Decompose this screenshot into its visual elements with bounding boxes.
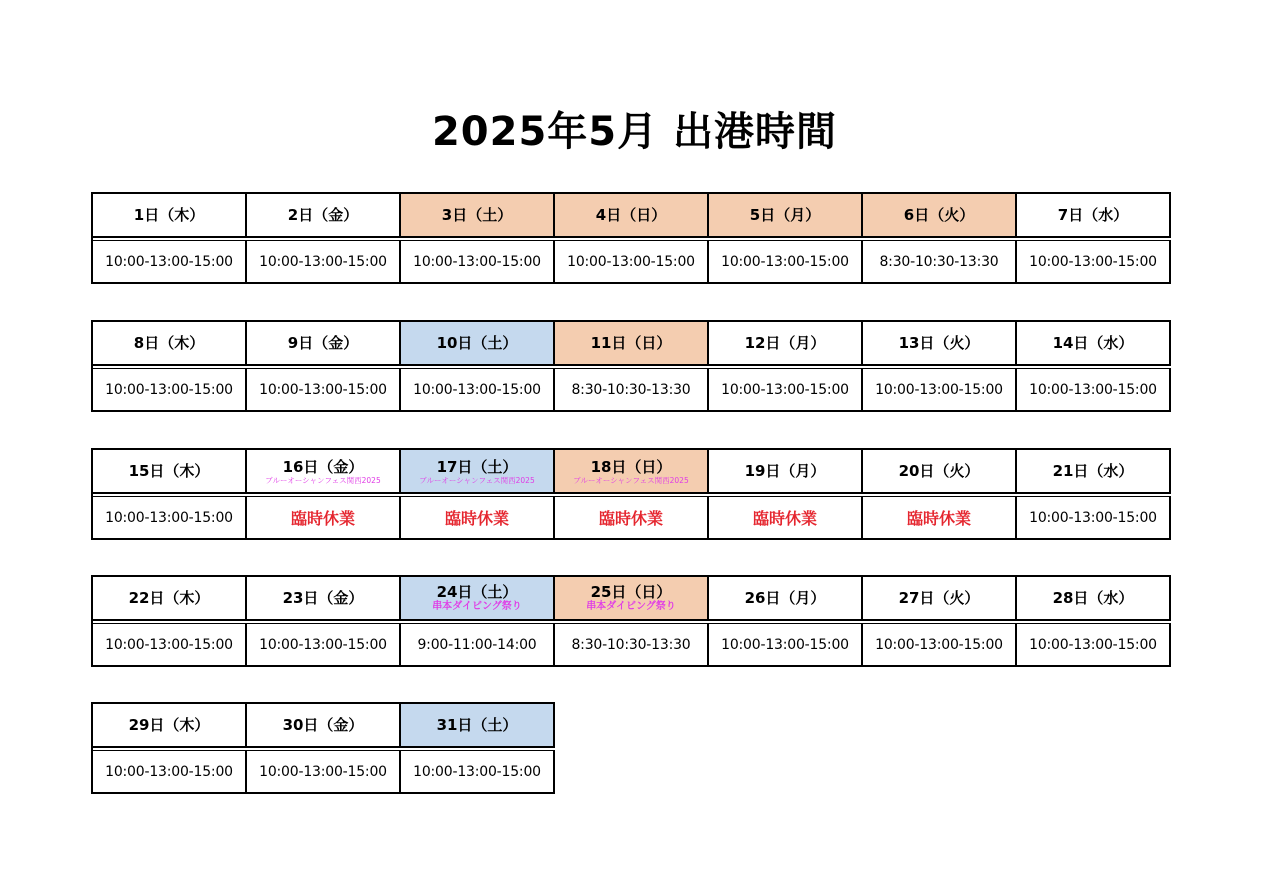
day-label: 28日（水） — [1052, 589, 1134, 607]
day-header — [401, 450, 555, 494]
departure-times-cell — [1017, 623, 1171, 667]
day-header — [555, 322, 709, 366]
departure-times-cell — [863, 623, 1017, 667]
day-header — [247, 577, 401, 621]
departure-times: 10:00-13:00-15:00 — [105, 763, 233, 780]
day-label: 8日（木） — [133, 334, 205, 352]
departure-times: 10:00-13:00-15:00 — [413, 253, 541, 270]
departure-times-cell — [247, 623, 401, 667]
day-label: 13日（火） — [898, 334, 980, 352]
day-label: 17日（土） — [436, 457, 518, 476]
departure-times: 10:00-13:00-15:00 — [1029, 381, 1157, 398]
departure-times: 10:00-13:00-15:00 — [259, 636, 387, 653]
departure-times: 10:00-13:00-15:00 — [259, 253, 387, 270]
event-note: ブルーオーシャンフェス関西2025 — [419, 475, 535, 485]
day-label: 23日（金） — [282, 589, 364, 607]
departure-times-cell — [555, 623, 709, 667]
day-header — [93, 194, 247, 238]
departure-times: 10:00-13:00-15:00 — [721, 253, 849, 270]
departure-times: 10:00-13:00-15:00 — [413, 763, 541, 780]
departure-times: 10:00-13:00-15:00 — [567, 253, 695, 270]
day-label: 6日（火） — [903, 206, 975, 224]
day-label: 2日（金） — [287, 206, 359, 224]
departure-times-cell — [401, 240, 555, 284]
departure-times: 10:00-13:00-15:00 — [105, 509, 233, 526]
day-header — [863, 194, 1017, 238]
day-header — [863, 577, 1017, 621]
week-row — [91, 320, 1171, 412]
day-header — [863, 322, 1017, 366]
departure-times-cell — [93, 240, 247, 284]
day-label: 3日（土） — [441, 206, 513, 224]
day-header — [709, 322, 863, 366]
day-header — [93, 704, 247, 748]
departure-times-cell — [93, 496, 247, 540]
day-label: 14日（水） — [1052, 334, 1134, 352]
day-header — [93, 322, 247, 366]
day-label: 25日（日） — [590, 583, 672, 601]
departure-times: 8:30-10:30-13:30 — [571, 636, 691, 653]
week-row — [91, 448, 1171, 540]
departure-times: 10:00-13:00-15:00 — [1029, 636, 1157, 653]
day-header — [93, 577, 247, 621]
day-label: 9日（金） — [287, 334, 359, 352]
departure-times: 10:00-13:00-15:00 — [259, 381, 387, 398]
departure-times-cell — [93, 623, 247, 667]
departure-times: 10:00-13:00-15:00 — [105, 253, 233, 270]
day-label: 20日（火） — [898, 462, 980, 480]
day-header — [401, 577, 555, 621]
day-header — [555, 194, 709, 238]
departure-times-cell — [93, 368, 247, 412]
day-label: 5日（月） — [749, 206, 821, 224]
day-label: 18日（日） — [590, 457, 672, 476]
day-header — [1017, 322, 1171, 366]
day-label: 29日（木） — [128, 716, 210, 734]
day-header — [247, 322, 401, 366]
departure-times-cell — [1017, 496, 1171, 540]
day-label: 22日（木） — [128, 589, 210, 607]
departure-times-cell — [863, 496, 1017, 540]
day-label: 12日（月） — [744, 334, 826, 352]
closed-label: 臨時休業 — [444, 509, 509, 528]
day-header — [247, 450, 401, 494]
day-label: 16日（金） — [282, 457, 364, 476]
event-note: 串本ダイビング祭り — [432, 601, 522, 612]
departure-times-cell — [401, 368, 555, 412]
departure-times: 10:00-13:00-15:00 — [721, 636, 849, 653]
day-label: 7日（水） — [1057, 206, 1129, 224]
departure-times-cell — [401, 750, 555, 794]
day-label: 4日（日） — [595, 206, 667, 224]
closed-label: 臨時休業 — [906, 509, 971, 528]
departure-times-cell — [401, 496, 555, 540]
day-header — [401, 194, 555, 238]
page-title: 2025年5月 出港時間 — [431, 109, 838, 155]
day-label: 26日（月） — [744, 589, 826, 607]
departure-times: 8:30-10:30-13:30 — [879, 253, 999, 270]
departure-times-cell — [555, 496, 709, 540]
day-header — [709, 577, 863, 621]
departure-times-cell — [709, 623, 863, 667]
departure-times: 10:00-13:00-15:00 — [875, 636, 1003, 653]
week-row — [91, 575, 1171, 667]
departure-times: 10:00-13:00-15:00 — [1029, 509, 1157, 526]
day-label: 15日（木） — [128, 462, 210, 480]
departure-times: 10:00-13:00-15:00 — [105, 636, 233, 653]
day-header — [709, 450, 863, 494]
departure-times: 10:00-13:00-15:00 — [413, 381, 541, 398]
departure-times: 8:30-10:30-13:30 — [571, 381, 691, 398]
day-header — [247, 194, 401, 238]
day-label: 30日（金） — [282, 716, 364, 734]
day-header — [247, 704, 401, 748]
day-label: 11日（日） — [590, 334, 672, 352]
departure-times-cell — [709, 240, 863, 284]
departure-times-cell — [709, 368, 863, 412]
departure-times: 10:00-13:00-15:00 — [1029, 253, 1157, 270]
day-header — [1017, 194, 1171, 238]
departure-times-cell — [247, 496, 401, 540]
departure-times-cell — [1017, 240, 1171, 284]
departure-times-cell — [247, 368, 401, 412]
week-row — [91, 192, 1171, 284]
day-header — [401, 704, 555, 748]
departure-times-cell — [1017, 368, 1171, 412]
departure-times-cell — [555, 240, 709, 284]
event-note: ブルーオーシャンフェス関西2025 — [573, 475, 689, 485]
departure-times: 10:00-13:00-15:00 — [721, 381, 849, 398]
departure-times-cell — [401, 623, 555, 667]
day-header — [401, 322, 555, 366]
day-label: 21日（水） — [1052, 462, 1134, 480]
departure-times-cell — [863, 240, 1017, 284]
day-header — [555, 450, 709, 494]
week-row — [91, 702, 555, 794]
closed-label: 臨時休業 — [752, 509, 817, 528]
day-label: 19日（月） — [744, 462, 826, 480]
closed-label: 臨時休業 — [290, 509, 355, 528]
departure-times: 10:00-13:00-15:00 — [875, 381, 1003, 398]
day-label: 10日（土） — [436, 334, 518, 352]
day-header — [1017, 450, 1171, 494]
day-label: 31日（土） — [436, 716, 518, 734]
departure-times-cell — [93, 750, 247, 794]
departure-times-cell — [247, 240, 401, 284]
day-header — [555, 577, 709, 621]
departure-times-cell — [247, 750, 401, 794]
closed-label: 臨時休業 — [598, 509, 663, 528]
day-header — [709, 194, 863, 238]
departure-times: 9:00-11:00-14:00 — [417, 636, 537, 653]
event-note: 串本ダイビング祭り — [586, 601, 676, 612]
day-label: 1日（木） — [133, 206, 205, 224]
event-note: ブルーオーシャンフェス関西2025 — [265, 475, 381, 485]
day-header — [863, 450, 1017, 494]
departure-times-cell — [555, 368, 709, 412]
departure-times-cell — [863, 368, 1017, 412]
day-header — [93, 450, 247, 494]
day-header — [1017, 577, 1171, 621]
departure-times-cell — [709, 496, 863, 540]
departure-times: 10:00-13:00-15:00 — [105, 381, 233, 398]
day-label: 27日（火） — [898, 589, 980, 607]
departure-times: 10:00-13:00-15:00 — [259, 763, 387, 780]
day-label: 24日（土） — [436, 583, 518, 601]
